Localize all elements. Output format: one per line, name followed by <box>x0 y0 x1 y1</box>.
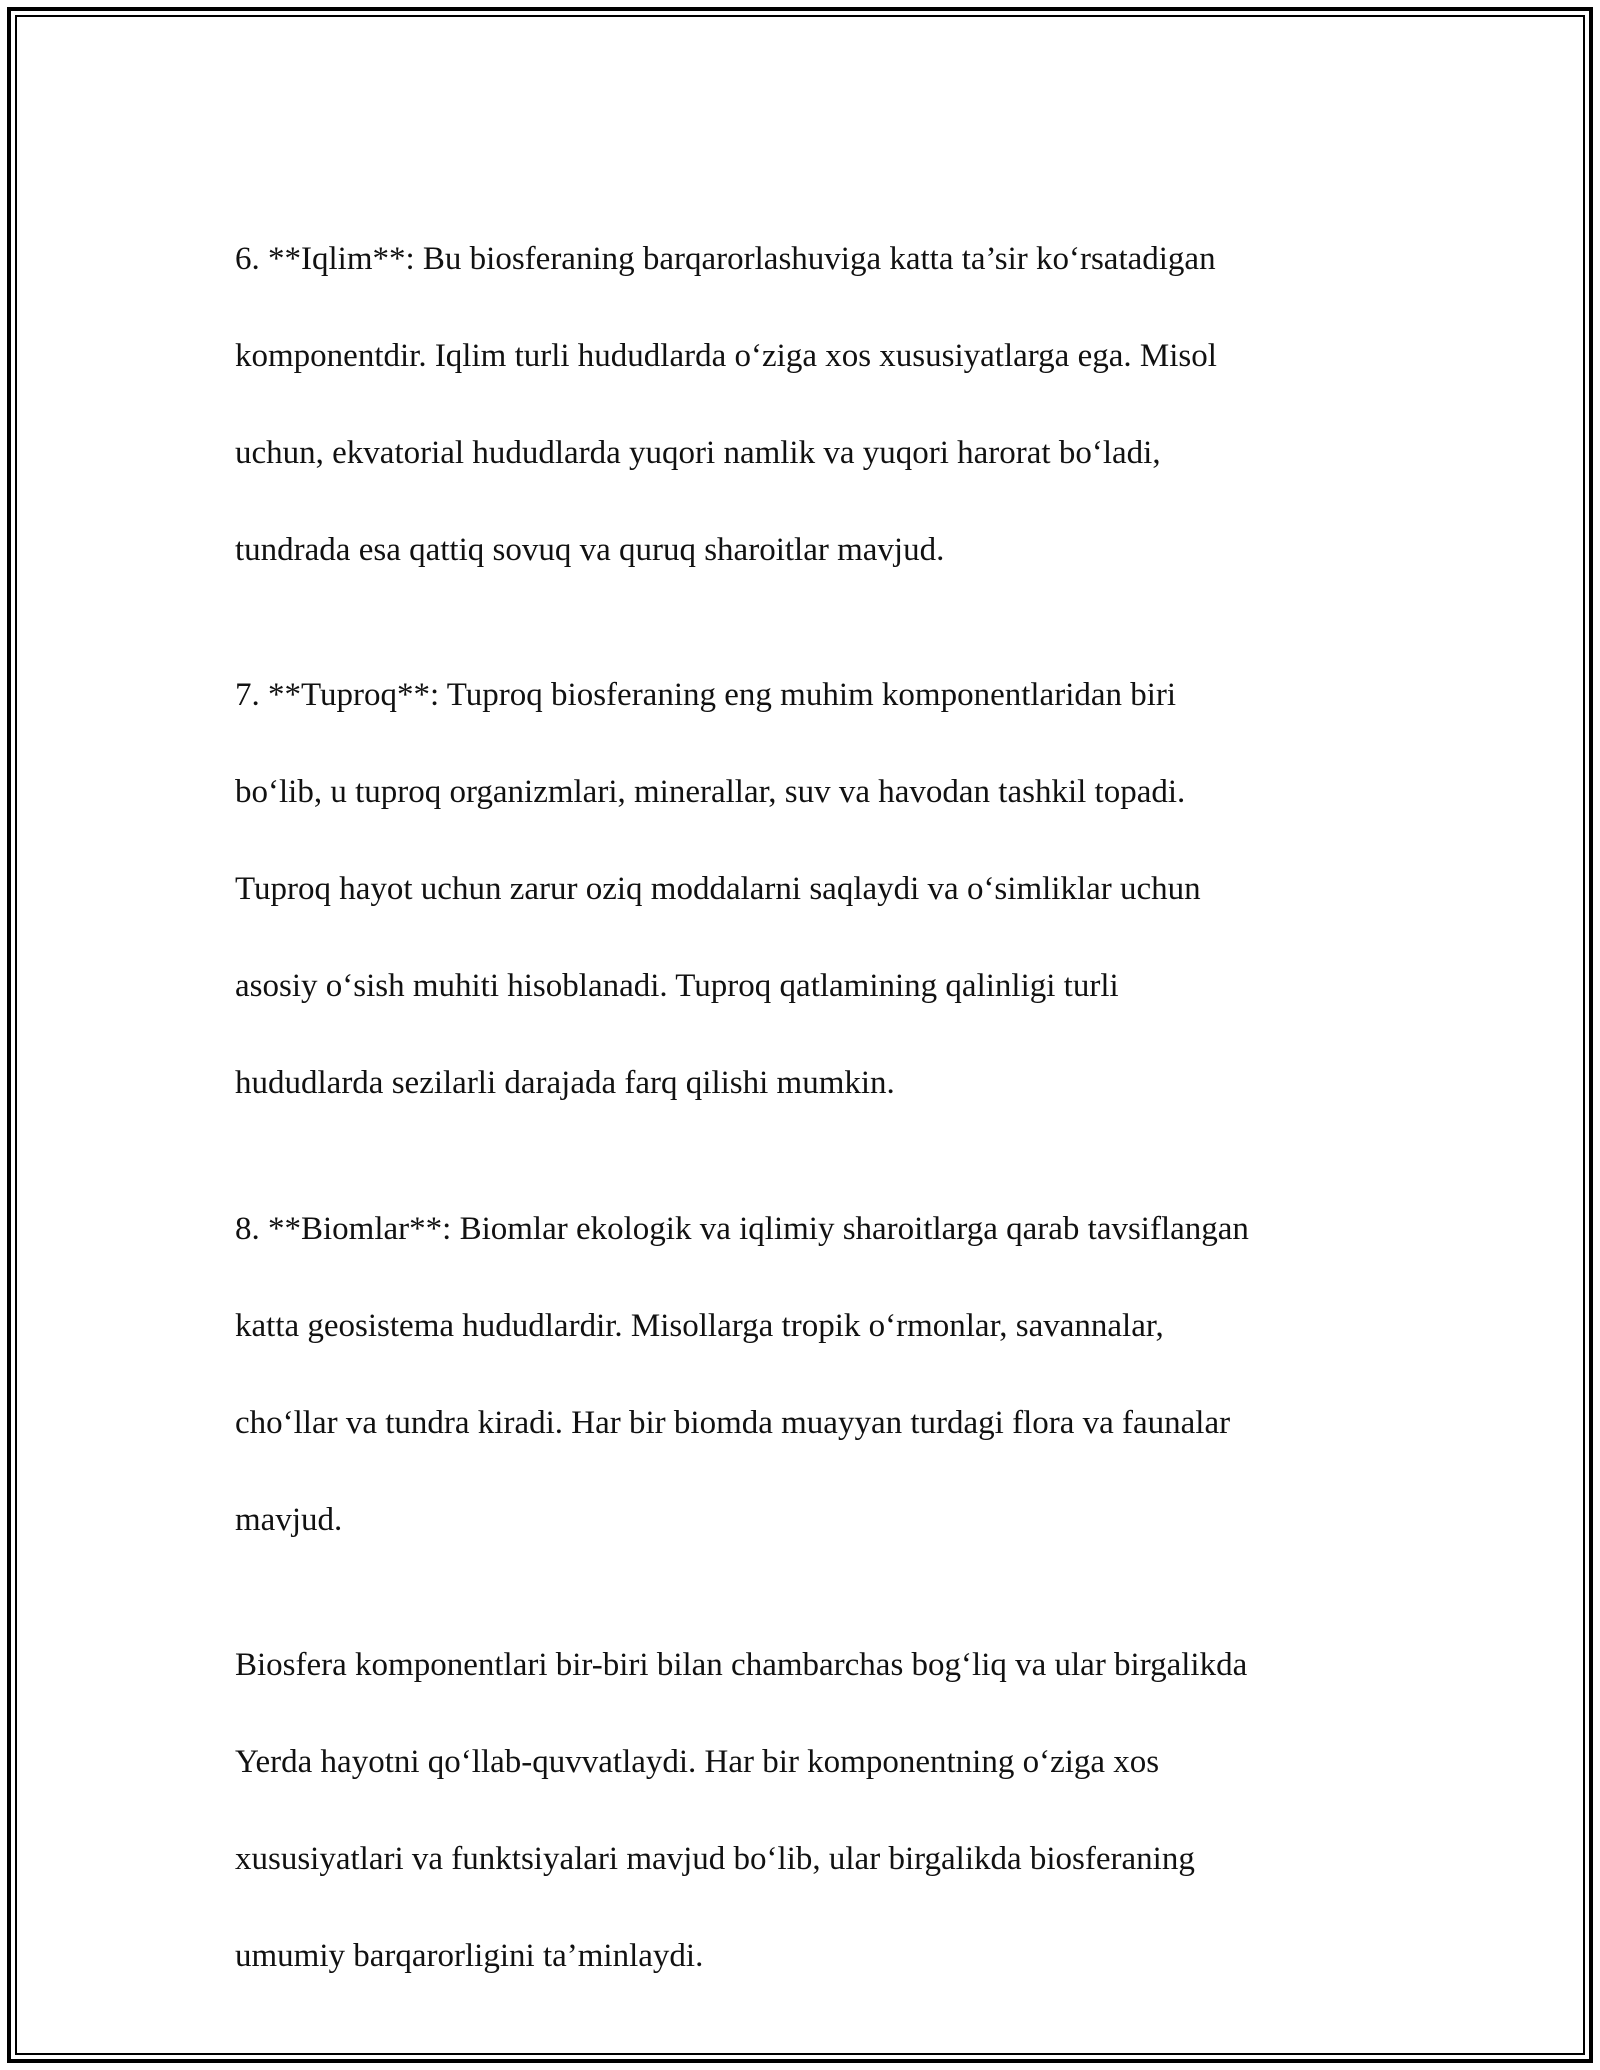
paragraph-biomlar <box>235 1156 1385 1544</box>
text-line: hududlarda sezilarli darajada farq qilishi mumkin. <box>235 1065 895 1101</box>
text-line: komponentdir. Iqlim turli hududlarda o‘ziga xos xususiyatlarga ega. Misol <box>235 337 1217 374</box>
text-line: 7. **Tuproq**: Tuproq biosferaning eng muhim komponentlaridan biri <box>235 677 1177 713</box>
paragraph-conclusion <box>235 1593 1385 1981</box>
paragraph-tuproq <box>235 623 1385 1108</box>
text-line: asosiy o‘sish muhiti hisoblanadi. Tuproq qatlamining qalinligi turli <box>235 968 1119 1004</box>
text-line: umumiy barqarorligini ta’minlaydi. <box>235 1938 704 1974</box>
text-line: mavjud. <box>235 1501 343 1538</box>
text-line: katta geosistema hududlardir. Misollarga tropik o‘rmonlar, savannalar, <box>235 1307 1164 1344</box>
text-line: cho‘llar va tundra kiradi. Har bir biomda muayyan turdagi flora va faunalar <box>235 1404 1231 1441</box>
text-line: 6. **Iqlim**: Bu biosferaning barqarorlashuviga katta ta’sir ko‘rsatadigan <box>235 240 1216 277</box>
text-line: Biosfera komponentlari bir-biri bilan chambarchas bog‘liq va ular birgalikda <box>235 1647 1248 1683</box>
text-line: tundrada esa qattiq sovuq va quruq sharoitlar mavjud. <box>235 531 945 568</box>
text-line: Tuproq hayot uchun zarur oziq moddalarni saqlaydi va o‘simliklar uchun <box>235 871 1201 907</box>
text-line: uchun, ekvatorial hududlarda yuqori namlik va yuqori harorat bo‘ladi, <box>235 434 1161 471</box>
document-body <box>235 186 1385 2029</box>
text-line: xususiyatlari va funktsiyalari mavjud bo‘lib, ular birgalikda biosferaning <box>235 1841 1195 1877</box>
paragraph-iqlim <box>235 186 1385 574</box>
text-line: bo‘lib, u tuproq organizmlari, minerallar, suv va havodan tashkil topadi. <box>235 774 1186 810</box>
text-line: 8. **Biomlar**: Biomlar ekologik va iqlimiy sharoitlarga qarab tavsiflangan <box>235 1210 1249 1247</box>
text-line: Yerda hayotni qo‘llab-quvvatlaydi. Har bir komponentning o‘ziga xos <box>235 1744 1160 1780</box>
